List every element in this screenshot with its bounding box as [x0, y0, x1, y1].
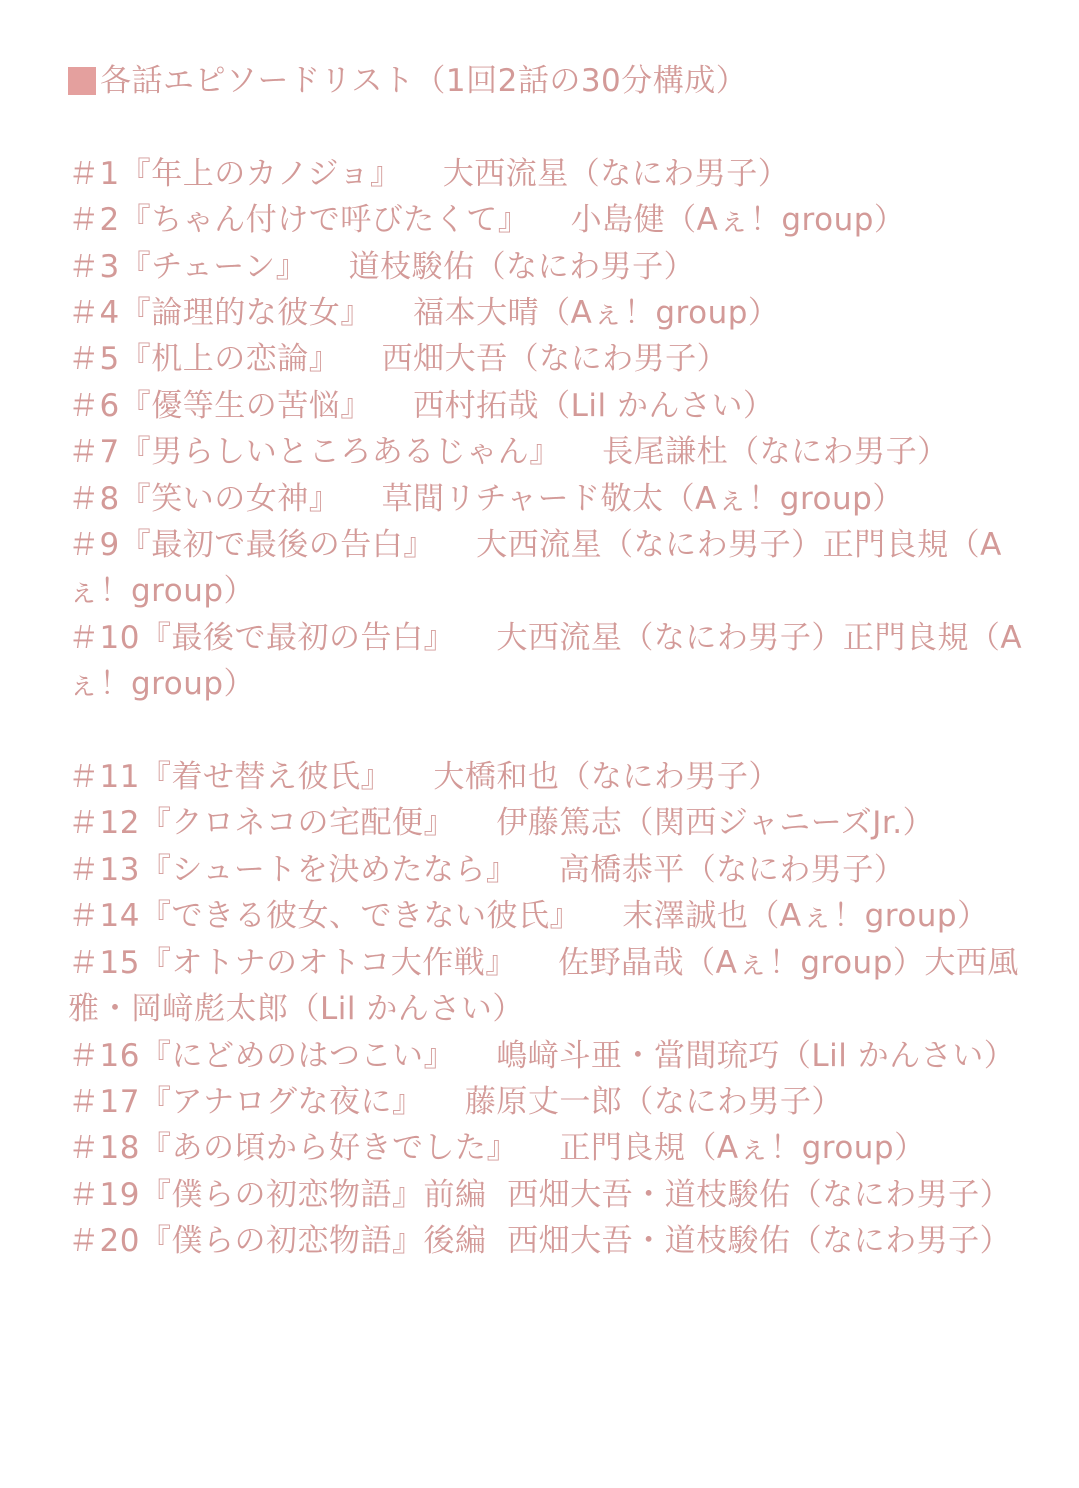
- episode-title: 『僕らの初恋物語』後編: [139, 1223, 487, 1260]
- episode-number: ＃10: [68, 619, 140, 656]
- episode-number: ＃17: [68, 1083, 140, 1120]
- episode-item-20: [68, 1218, 1028, 1264]
- episode-title: 『あの頃から好きでした』: [139, 1130, 518, 1167]
- episode-number: ＃12: [68, 805, 140, 842]
- episode-item-15: [68, 940, 1028, 1033]
- square-icon: [68, 67, 96, 95]
- episode-cast: 小島健（Aぇ！group）: [570, 202, 906, 239]
- episode-list-document: [68, 58, 1028, 1265]
- page-title: [68, 58, 1028, 104]
- episode-title: 『にどめのはつこい』: [139, 1037, 455, 1074]
- episode-cast: 道枝駿佑（なにわ男子）: [348, 248, 696, 285]
- episode-number: ＃3: [68, 248, 120, 285]
- episode-number: ＃16: [68, 1037, 140, 1074]
- heading-text: 各話エピソードリスト（1回2話の30分構成）: [100, 63, 748, 99]
- episode-number: ＃4: [68, 295, 120, 332]
- episode-title: 『最後で最初の告白』: [139, 619, 455, 656]
- episode-title: 『ちゃん付けで呼びたくて』: [119, 202, 530, 239]
- episode-title: 『オトナのオトコ大作戦』: [139, 944, 517, 981]
- episode-title: 『優等生の苦悩』: [119, 387, 372, 424]
- episode-number: ＃5: [68, 341, 120, 378]
- episode-title: 『着せ替え彼氏』: [139, 759, 392, 796]
- spacer: [68, 708, 1028, 754]
- episode-item-18: [68, 1125, 1028, 1171]
- episode-item-7: [68, 429, 1028, 475]
- episode-title: 『最初で最後の告白』: [119, 527, 435, 564]
- episode-item-5: [68, 336, 1028, 382]
- episode-number: ＃7: [68, 434, 120, 471]
- episode-cast: 佐野晶哉（Aぇ！group）大西風雅・岡﨑彪太郎（Lil かんさい）: [68, 944, 1019, 1028]
- episode-item-17: [68, 1079, 1028, 1125]
- episode-number: ＃1: [68, 155, 120, 192]
- episode-item-16: [68, 1033, 1028, 1079]
- episode-title: 『論理的な彼女』: [119, 295, 372, 332]
- episode-cast: 大橋和也（なにわ男子）: [433, 759, 780, 796]
- episode-item-1: [68, 151, 1028, 197]
- episode-item-11: [68, 754, 1028, 800]
- episode-cast: 福本大晴（Aぇ！group）: [413, 295, 780, 332]
- episode-title: 『机上の恋論』: [119, 341, 341, 378]
- episode-cast: 大西流星（なにわ男子）: [442, 155, 790, 192]
- episode-item-8: [68, 476, 1028, 522]
- episode-number: ＃2: [68, 202, 120, 239]
- episode-number: ＃11: [68, 759, 140, 796]
- episode-title: 『チェーン』: [119, 248, 308, 285]
- episode-number: ＃9: [68, 527, 120, 564]
- episode-number: ＃6: [68, 387, 120, 424]
- episode-title: 『笑いの女神』: [119, 480, 341, 517]
- episode-item-10: [68, 615, 1028, 708]
- episode-number: ＃20: [68, 1223, 140, 1260]
- episode-cast: 長尾謙杜（なにわ男子）: [602, 434, 949, 471]
- episode-number: ＃8: [68, 480, 120, 517]
- episode-cast: 藤原丈一郎（なにわ男子）: [464, 1083, 843, 1120]
- episode-cast: 正門良規（Aぇ！group）: [559, 1130, 926, 1167]
- episode-number: ＃18: [68, 1130, 140, 1167]
- episode-title: 『年上のカノジョ』: [119, 155, 402, 192]
- episode-item-9: [68, 522, 1028, 615]
- episode-cast: 大西流星（なにわ男子）正門良規（Aぇ！group）: [68, 619, 1023, 703]
- episode-number: ＃19: [68, 1176, 140, 1213]
- episode-item-14: [68, 893, 1028, 939]
- episode-title: 『アナログな夜に』: [139, 1083, 424, 1120]
- episode-title: 『シュートを決めたなら』: [139, 851, 518, 888]
- episode-cast: 嶋﨑斗亜・當間琉巧（Lil かんさい）: [496, 1037, 1016, 1074]
- episode-title: 『僕らの初恋物語』前編: [139, 1176, 487, 1213]
- episode-number: ＃13: [68, 851, 140, 888]
- episode-cast: 大西流星（なにわ男子）正門良規（Aぇ！group）: [68, 527, 1002, 610]
- episode-item-3: [68, 244, 1028, 290]
- episode-item-6: [68, 383, 1028, 429]
- episode-title: 『クロネコの宅配便』: [139, 805, 455, 842]
- episode-cast: 西畑大吾・道枝駿佑（なにわ男子）: [507, 1223, 1012, 1260]
- episode-item-13: [68, 847, 1028, 893]
- episode-cast: 西畑大吾（なにわ男子）: [381, 341, 729, 378]
- episode-item-2: [68, 197, 1028, 243]
- episode-item-12: [68, 800, 1028, 846]
- episode-cast: 高橋恭平（なにわ男子）: [558, 851, 906, 888]
- episode-cast: 草間リチャード敬太（Aぇ！group）: [381, 480, 904, 517]
- episode-cast: 末澤誠也（Aぇ！group）: [622, 898, 989, 935]
- episode-item-19: [68, 1172, 1028, 1218]
- episode-cast: 西畑大吾・道枝駿佑（なにわ男子）: [507, 1176, 1012, 1213]
- episode-item-4: [68, 290, 1028, 336]
- spacer: [68, 104, 1028, 150]
- episode-title: 『できる彼女、できない彼氏』: [139, 898, 581, 935]
- episode-number: ＃14: [68, 898, 140, 935]
- episode-cast: 西村拓哉（Lil かんさい）: [413, 387, 775, 424]
- episode-cast: 伊藤篤志（関西ジャニーズJr.）: [496, 805, 935, 842]
- episode-number: ＃15: [68, 944, 140, 981]
- episode-title: 『男らしいところあるじゃん』: [119, 434, 561, 471]
